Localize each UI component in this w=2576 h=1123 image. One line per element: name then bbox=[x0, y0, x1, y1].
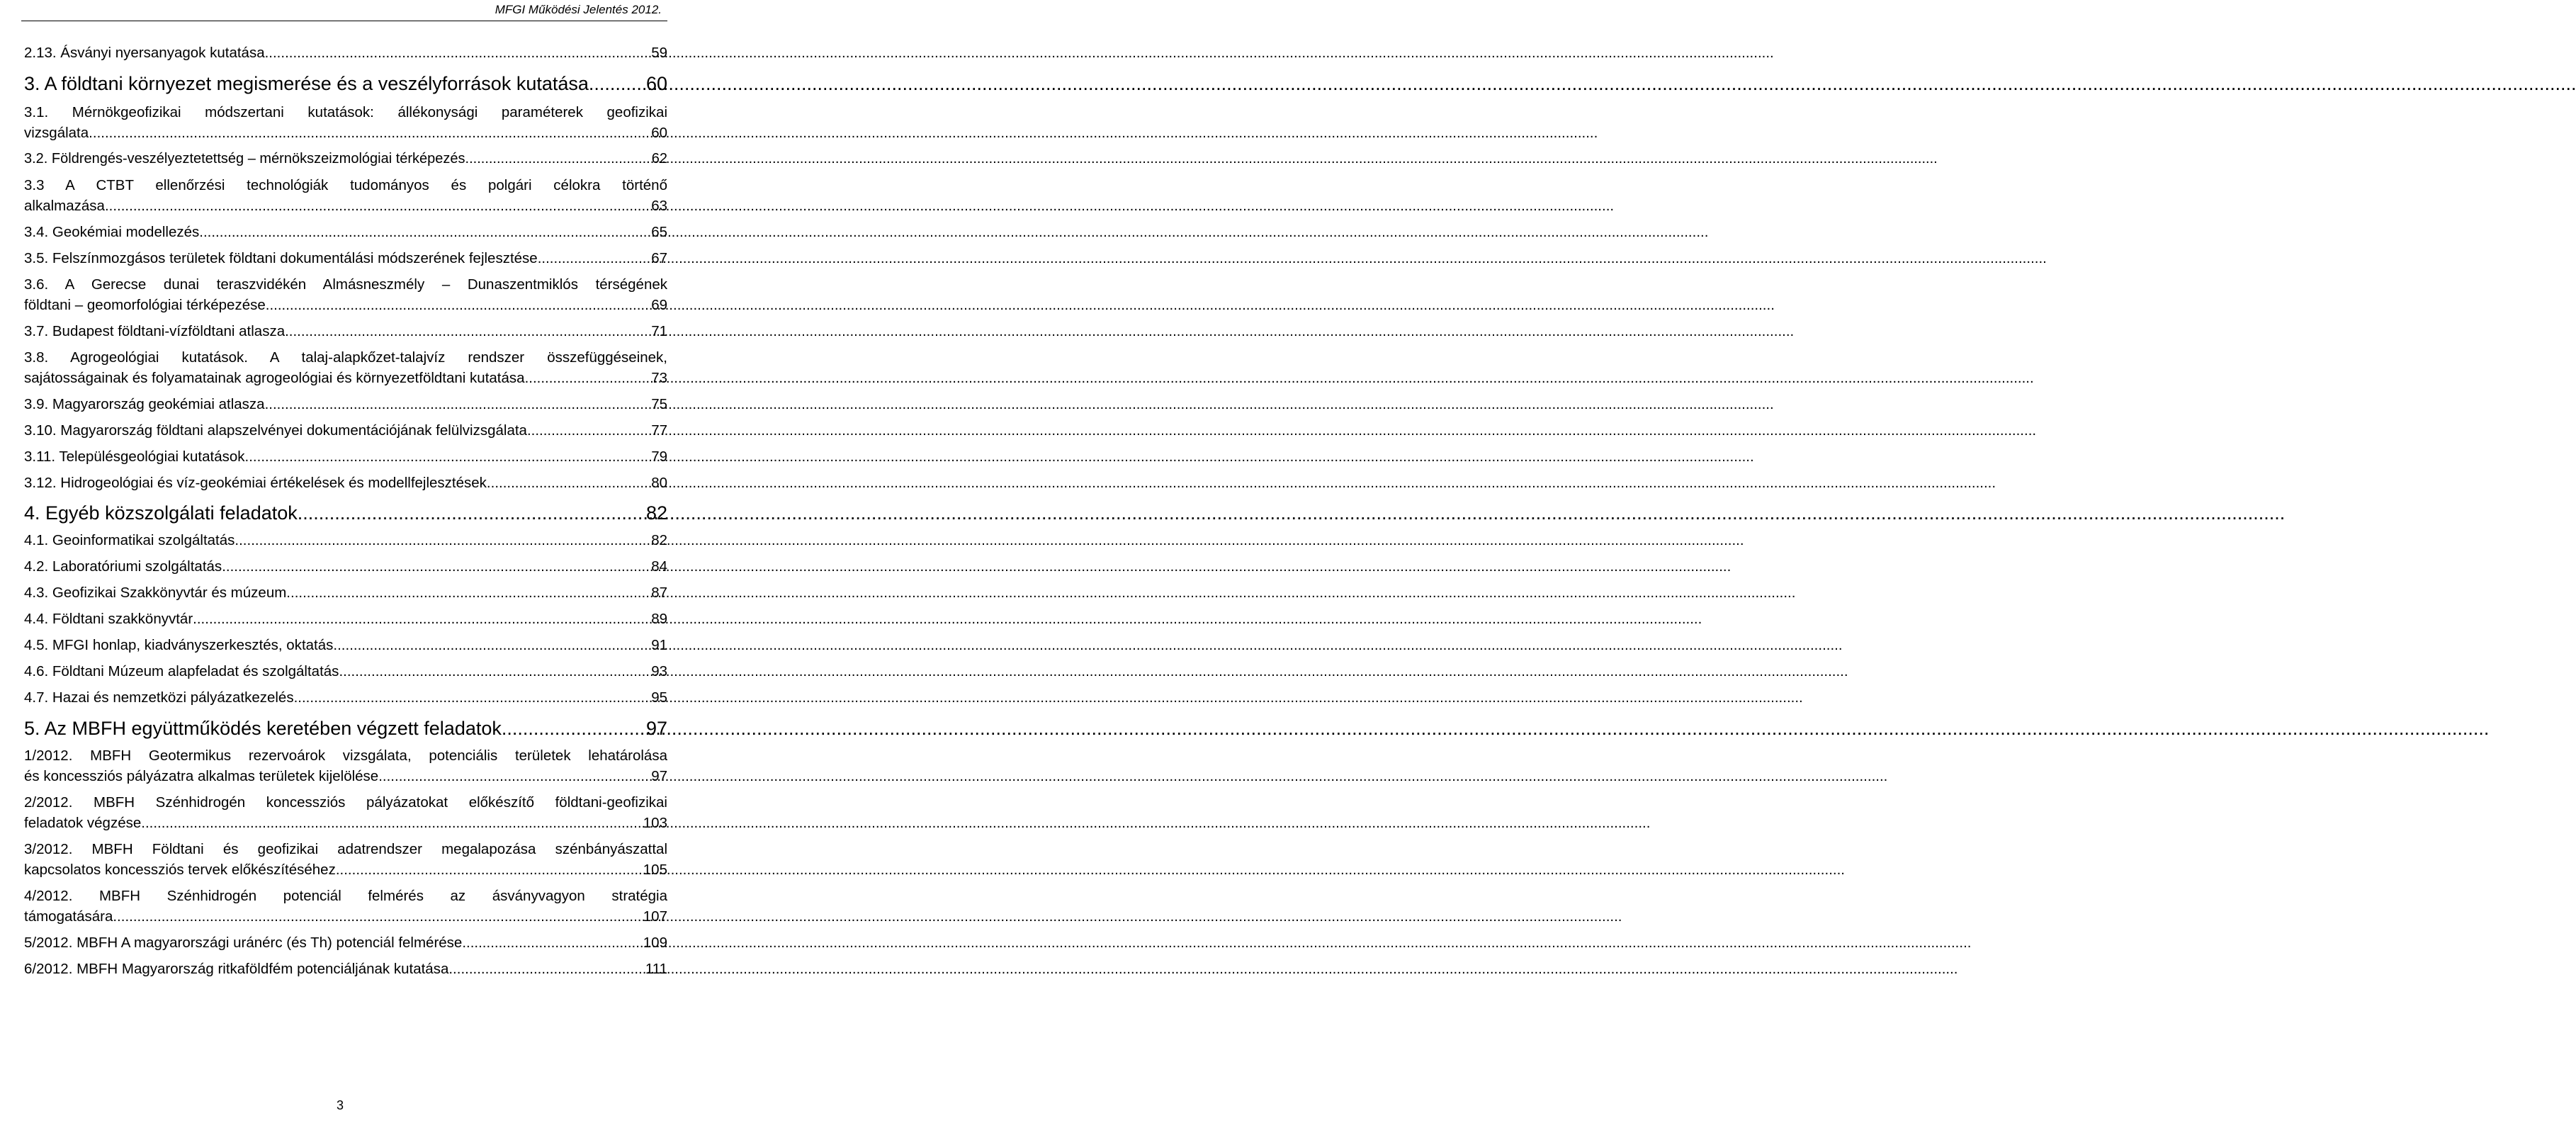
toc-entry-page: 60 bbox=[645, 73, 667, 94]
toc-entry-row bbox=[24, 43, 667, 63]
running-header: MFGI Működési Jelentés 2012. bbox=[495, 3, 662, 16]
dot-leader bbox=[502, 716, 645, 741]
page-number: 3 bbox=[336, 1098, 344, 1112]
toc-entry-title-line: 2/2012. MBFH Szénhidrogén koncessziós pályázatokat előkészítő földtani-geofizikai bbox=[24, 794, 667, 811]
toc-entry[interactable] bbox=[24, 420, 667, 441]
toc-entry-page: 63 bbox=[651, 198, 667, 214]
toc-entry-page: 82 bbox=[645, 502, 667, 524]
toc-entry-title-line: 3/2012. MBFH Földtani és geofizikai adatrendszer megalapozása szénbányászattal bbox=[24, 841, 667, 857]
toc-entry-row bbox=[24, 149, 667, 169]
toc-entry[interactable] bbox=[24, 530, 667, 551]
toc-entry-page: 84 bbox=[651, 558, 667, 575]
toc-entry-page: 107 bbox=[643, 908, 667, 925]
toc-entry-page: 97 bbox=[645, 718, 667, 739]
toc-entry-title: 3.2. Földrengés-veszélyeztetettség – mérnökszeizmológiai térképezés bbox=[24, 151, 465, 167]
toc-entry[interactable] bbox=[24, 248, 667, 269]
toc-entry-title: és koncessziós pályázatra alkalmas területek kijelölése bbox=[24, 768, 379, 784]
dot-leader bbox=[141, 813, 642, 833]
dot-leader bbox=[222, 556, 650, 577]
toc-entry-title: földtani – geomorfológiai térképezése bbox=[24, 297, 266, 313]
dot-leader bbox=[113, 906, 641, 927]
dot-leader bbox=[235, 530, 650, 551]
toc-entry[interactable] bbox=[24, 43, 667, 63]
dot-leader bbox=[89, 123, 650, 143]
toc-entry-row bbox=[24, 813, 667, 833]
toc-entry-title: 3.7. Budapest földtani-vízföldtani atlasza bbox=[24, 323, 286, 339]
toc-entry-title: 4.2. Laboratóriumi szolgáltatás bbox=[24, 558, 222, 575]
toc-entry-page: 77 bbox=[651, 422, 667, 439]
toc-entry-title: sajátosságainak és folyamatainak agrogeológiai és környezetföldtani kutatása bbox=[24, 370, 525, 386]
toc-entry[interactable] bbox=[24, 71, 667, 96]
toc-entry-page: 79 bbox=[651, 448, 667, 465]
toc-entry[interactable] bbox=[24, 222, 667, 242]
toc-entry[interactable] bbox=[24, 687, 667, 708]
toc-entry[interactable] bbox=[24, 582, 667, 603]
toc-entry-row bbox=[24, 635, 667, 655]
dot-leader bbox=[589, 71, 645, 96]
dot-leader bbox=[286, 582, 650, 603]
toc-entry-row bbox=[24, 420, 667, 441]
toc-entry-row bbox=[24, 123, 667, 143]
toc-entry-row bbox=[24, 859, 667, 880]
toc-entry-title: kapcsolatos koncessziós tervek előkészítéséhez bbox=[24, 862, 336, 878]
toc-entry-title-line: 3.6. A Gerecse dunai teraszvidékén Almásneszmély – Dunaszentmiklós térségének bbox=[24, 276, 667, 293]
toc-entry[interactable] bbox=[24, 446, 667, 467]
toc-entry-row bbox=[24, 932, 667, 953]
toc-entry[interactable] bbox=[24, 745, 667, 786]
dot-leader bbox=[378, 766, 650, 786]
toc-entry-page: 75 bbox=[651, 396, 667, 412]
toc-entry[interactable] bbox=[24, 473, 667, 493]
toc-entry-title: 3.12. Hidrogeológiai és víz-geokémiai értékelések és modellfejlesztések bbox=[24, 475, 487, 491]
toc-entry-title: 2.13. Ásványi nyersanyagok kutatása bbox=[24, 45, 265, 61]
toc-entry-title-line: 3.1. Mérnökgeofizikai módszertani kutatások: állékonysági paraméterek geofizikai bbox=[24, 104, 667, 120]
dot-leader bbox=[487, 473, 650, 493]
toc-entry[interactable] bbox=[24, 175, 667, 216]
toc-entry[interactable] bbox=[24, 609, 667, 629]
toc-entry[interactable] bbox=[24, 394, 667, 414]
toc-entry-page: 95 bbox=[651, 689, 667, 706]
toc-entry-page: 93 bbox=[651, 663, 667, 679]
toc-entry-row bbox=[24, 500, 667, 526]
toc-entry-title: támogatására bbox=[24, 908, 113, 925]
toc-entry[interactable] bbox=[24, 321, 667, 342]
toc-entry-title: vizsgálata bbox=[24, 125, 89, 141]
dot-leader bbox=[105, 196, 650, 216]
toc-entry-page: 111 bbox=[645, 961, 667, 977]
toc-entry-row bbox=[24, 766, 667, 786]
toc-entry[interactable] bbox=[24, 839, 667, 880]
toc-entry-title-line: 3.3 A CTBT ellenőrzési technológiák tudományos és polgári célokra történő bbox=[24, 177, 667, 193]
toc-entry-title: 4. Egyéb közszolgálati feladatok bbox=[24, 502, 298, 524]
toc-entry-page: 105 bbox=[643, 862, 667, 878]
toc-entry-title: feladatok végzése bbox=[24, 815, 142, 831]
toc-entry[interactable] bbox=[24, 556, 667, 577]
toc-entry-title: 4.3. Geofizikai Szakkönyvtár és múzeum bbox=[24, 585, 287, 601]
toc-entry-page: 109 bbox=[643, 935, 667, 951]
dot-leader bbox=[193, 609, 650, 629]
dot-leader bbox=[339, 661, 650, 682]
dot-leader bbox=[336, 859, 642, 880]
toc-entry-title: 5/2012. MBFH A magyarországi uránérc (és Th) potenciál felmérése bbox=[24, 935, 463, 951]
dot-leader bbox=[462, 932, 641, 953]
toc-entry-title: 3.5. Felszínmozgásos területek földtani dokumentálási módszerének fejlesztése bbox=[24, 250, 538, 266]
dot-leader bbox=[333, 635, 650, 655]
toc-entry-row bbox=[24, 530, 667, 551]
toc-entry-title: 4.4. Földtani szakkönyvtár bbox=[24, 611, 193, 627]
toc-entry-row bbox=[24, 609, 667, 629]
dot-leader bbox=[298, 500, 645, 526]
toc-entry-row bbox=[24, 321, 667, 342]
toc-entry-title: 4.5. MFGI honlap, kiadványszerkesztés, oktatás bbox=[24, 637, 334, 653]
toc-entry-row bbox=[24, 906, 667, 927]
dot-leader bbox=[199, 222, 650, 242]
toc-entry-page: 82 bbox=[651, 532, 667, 548]
dot-leader bbox=[265, 43, 650, 63]
toc-entry[interactable] bbox=[24, 932, 667, 953]
toc-entry-page: 89 bbox=[651, 611, 667, 627]
toc-entry-row bbox=[24, 248, 667, 269]
toc-entry[interactable] bbox=[24, 792, 667, 833]
dot-leader bbox=[448, 959, 643, 979]
dot-leader bbox=[465, 149, 650, 169]
toc-entry[interactable] bbox=[24, 500, 667, 526]
toc-entry[interactable] bbox=[24, 716, 667, 741]
toc-entry-title: 3. A földtani környezet megismerése és a veszélyforrások kutatása bbox=[24, 73, 589, 94]
toc-entry[interactable] bbox=[24, 635, 667, 655]
toc-entry-row bbox=[24, 446, 667, 467]
toc-entry-page: 59 bbox=[651, 45, 667, 61]
toc-entry-row bbox=[24, 196, 667, 216]
toc-entry-row bbox=[24, 394, 667, 414]
toc-entry[interactable] bbox=[24, 347, 667, 388]
dot-leader bbox=[266, 295, 650, 315]
toc-entry-row bbox=[24, 368, 667, 388]
toc-entry-page: 65 bbox=[651, 224, 667, 240]
dot-leader bbox=[525, 368, 650, 388]
toc-entry-title: 3.9. Magyarország geokémiai atlasza bbox=[24, 396, 265, 412]
toc-entry-page: 80 bbox=[651, 475, 667, 491]
toc-entry-title: 6/2012. MBFH Magyarország ritkaföldfém potenciáljának kutatása bbox=[24, 961, 449, 977]
toc-entry-title: 3.4. Geokémiai modellezés bbox=[24, 224, 200, 240]
toc-entry[interactable] bbox=[24, 886, 667, 927]
toc-entry-title: 4.1. Geoinformatikai szolgáltatás bbox=[24, 532, 235, 548]
toc-entry-title-line: 4/2012. MBFH Szénhidrogén potenciál felmérés az ásványvagyon stratégia bbox=[24, 888, 667, 904]
dot-leader bbox=[294, 687, 650, 708]
toc-entry-row bbox=[24, 473, 667, 493]
toc-entry-title-line: 3.8. Agrogeológiai kutatások. A talaj-alapkőzet-talajvíz rendszer összefüggéseinek, bbox=[24, 349, 667, 366]
toc-entry-title: 3.11. Településgeológiai kutatások bbox=[24, 448, 245, 465]
toc-entry-page: 87 bbox=[651, 585, 667, 601]
toc-entry-page: 62 bbox=[651, 151, 667, 167]
dot-leader bbox=[245, 446, 650, 467]
toc-entry-page: 67 bbox=[651, 250, 667, 266]
dot-leader bbox=[285, 321, 650, 342]
toc-entry-title: 3.10. Magyarország földtani alapszelvényei dokumentációjának felülvizsgálata bbox=[24, 422, 527, 439]
toc-entry-row bbox=[24, 222, 667, 242]
dot-leader bbox=[265, 394, 650, 414]
toc-entry-row bbox=[24, 959, 667, 979]
toc-entry-page: 71 bbox=[651, 323, 667, 339]
toc-entry-row bbox=[24, 661, 667, 682]
toc-entry-row bbox=[24, 295, 667, 315]
toc-entry-title: 4.7. Hazai és nemzetközi pályázatkezelés bbox=[24, 689, 294, 706]
toc-entry-row bbox=[24, 556, 667, 577]
toc-entry-row bbox=[24, 71, 667, 96]
toc-entry-title: 4.6. Földtani Múzeum alapfeladat és szolgáltatás bbox=[24, 663, 339, 679]
toc-entry-page: 69 bbox=[651, 297, 667, 313]
toc-entry[interactable] bbox=[24, 661, 667, 682]
toc-entry[interactable] bbox=[24, 274, 667, 315]
toc-entry-page: 103 bbox=[643, 815, 667, 831]
toc-entry-page: 60 bbox=[651, 125, 667, 141]
toc-entry[interactable] bbox=[24, 959, 667, 979]
table-of-contents bbox=[24, 43, 667, 979]
toc-entry-page: 91 bbox=[651, 637, 667, 653]
toc-entry-title: 5. Az MBFH együttműködés keretében végzett feladatok bbox=[24, 718, 502, 739]
toc-entry-row bbox=[24, 582, 667, 603]
toc-entry-page: 73 bbox=[651, 370, 667, 386]
toc-entry-page: 97 bbox=[651, 768, 667, 784]
toc-entry[interactable] bbox=[24, 149, 667, 169]
dot-leader bbox=[527, 420, 650, 441]
toc-entry-title: alkalmazása bbox=[24, 198, 105, 214]
toc-entry[interactable] bbox=[24, 102, 667, 143]
toc-entry-row bbox=[24, 716, 667, 741]
toc-entry-title-line: 1/2012. MBFH Geotermikus rezervoárok vizsgálata, potenciális területek lehatárolása bbox=[24, 747, 667, 764]
toc-entry-row bbox=[24, 687, 667, 708]
dot-leader bbox=[538, 248, 650, 269]
